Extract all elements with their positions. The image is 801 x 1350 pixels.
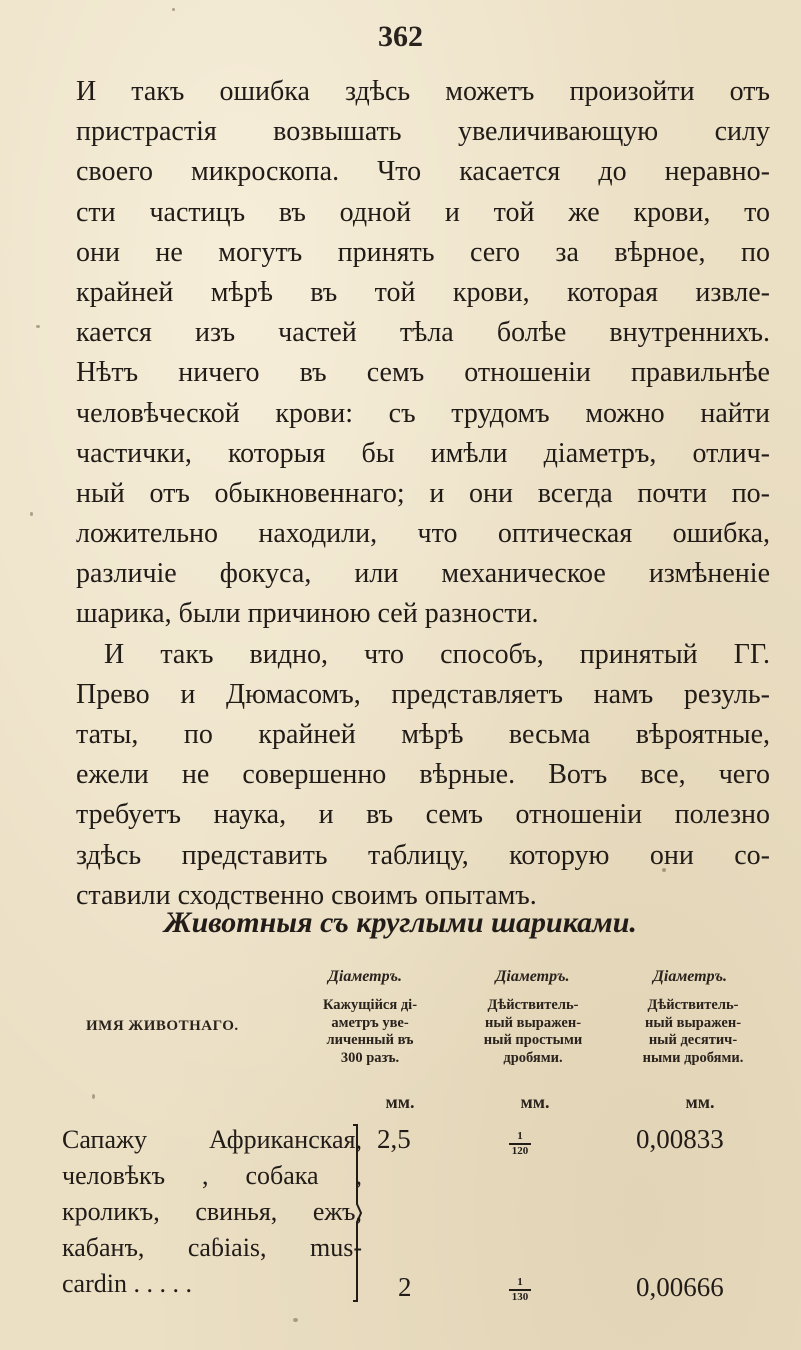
text-line: И такъ ошибка здѣсь можетъ произойти отъ <box>76 76 770 107</box>
fraction-denominator: 130 <box>511 1291 529 1303</box>
animal-line: кабанъ, caɓiais, mus- <box>62 1233 362 1262</box>
apparent-diameter-value: 2,5 <box>377 1124 411 1154</box>
text-line: крайней мѣрѣ въ той крови, которая извле- <box>76 276 770 308</box>
paper-speck <box>172 8 175 11</box>
fraction-numerator: 1 <box>517 1276 523 1288</box>
fraction-denominator: 120 <box>511 1145 529 1157</box>
animal-line: cardin . . . . . <box>62 1269 192 1298</box>
text-line: Прево и Дюмасомъ, представляетъ намъ резуль- <box>76 678 770 710</box>
animal-line: Сапажу Африканская, <box>62 1125 362 1154</box>
text-line: сти частицъ въ одной и той же крови, то <box>76 196 770 228</box>
text-line: различіе фокуса, или механическое измѣненіе <box>76 558 770 590</box>
table-unit: мм. <box>385 1092 415 1112</box>
table-column-title: Діаметръ. <box>495 968 570 985</box>
text-line: И такъ видно, что способъ, принятый ГГ. <box>104 638 770 670</box>
table-column-title: Діаметръ. <box>327 968 403 985</box>
row-bracket <box>352 1124 362 1302</box>
text-line: пристрастія возвышать увеличивающую силу <box>76 116 770 148</box>
text-line: ставили сходственно своимъ опытамъ. <box>76 879 537 911</box>
text-line: частички, которыя бы имѣли діаметръ, отлич- <box>76 437 770 469</box>
table-column-subtitle: Дѣйствитель- ный выражен- ный десятич- ными дробями. <box>642 997 744 1066</box>
fraction-numerator: 1 <box>517 1130 523 1142</box>
table-unit: мм. <box>520 1092 550 1112</box>
text-line: ложительно находили, что оптическая ошибка, <box>76 518 770 550</box>
paper-speck <box>293 1318 298 1322</box>
animal-line: кроликъ, свинья, ежъ, <box>62 1197 362 1226</box>
fraction-value <box>509 1131 531 1157</box>
apparent-diameter-value: 2 <box>398 1272 412 1302</box>
text-line: здѣсь представить таблицу, которую они со- <box>76 839 770 871</box>
text-line: таты, по крайней мѣрѣ весьма вѣроятные, <box>76 719 770 750</box>
page-number: 362 <box>378 20 423 53</box>
decimal-diameter-value: 0,00666 <box>636 1272 724 1302</box>
body-text <box>76 72 770 916</box>
text-line: они не могутъ принять сего за вѣрное, по <box>76 236 770 268</box>
table-column-subtitle: Дѣйствитель- ный выражен- ный простыми дробями. <box>483 997 583 1066</box>
text-line: требуетъ наука, и въ семъ отношеніи полезно <box>76 799 770 831</box>
section-title: Животныя съ круглыми шариками. <box>164 906 637 939</box>
text-line: человѣческой крови: съ трудомъ можно найти <box>76 397 770 429</box>
text-line: шарика, были причиною сей разности. <box>76 598 539 630</box>
table-header-animal-name: ИМЯ ЖИВОТНАГО. <box>86 1018 239 1034</box>
table-column-subtitle: Кажущійся ді- аметръ уве- личенный въ 300 разъ. <box>322 997 418 1066</box>
text-line: ный отъ обыкновеннаго; и они всегда почти по- <box>76 477 770 509</box>
decimal-diameter-value: 0,00833 <box>636 1124 724 1154</box>
table-column-title: Діаметръ. <box>652 968 728 985</box>
text-line: Нѣтъ ничего въ семъ отношеніи правильнѣе <box>76 357 770 389</box>
paper-speck <box>36 325 40 328</box>
paper-speck <box>662 868 666 872</box>
table-row-animals <box>62 1122 362 1302</box>
text-line: ежели не совершенно вѣрные. Вотъ все, чего <box>76 759 770 791</box>
paper-speck <box>92 1094 95 1099</box>
paper-speck <box>30 512 33 516</box>
table-unit: мм. <box>685 1092 715 1112</box>
fraction-value <box>509 1277 531 1303</box>
text-line: кается изъ частей тѣла болѣе внутреннихъ. <box>76 317 770 349</box>
text-line: своего микроскопа. Что касается до неравно- <box>76 156 770 188</box>
animal-line: человѣкъ , собака , <box>62 1161 362 1190</box>
